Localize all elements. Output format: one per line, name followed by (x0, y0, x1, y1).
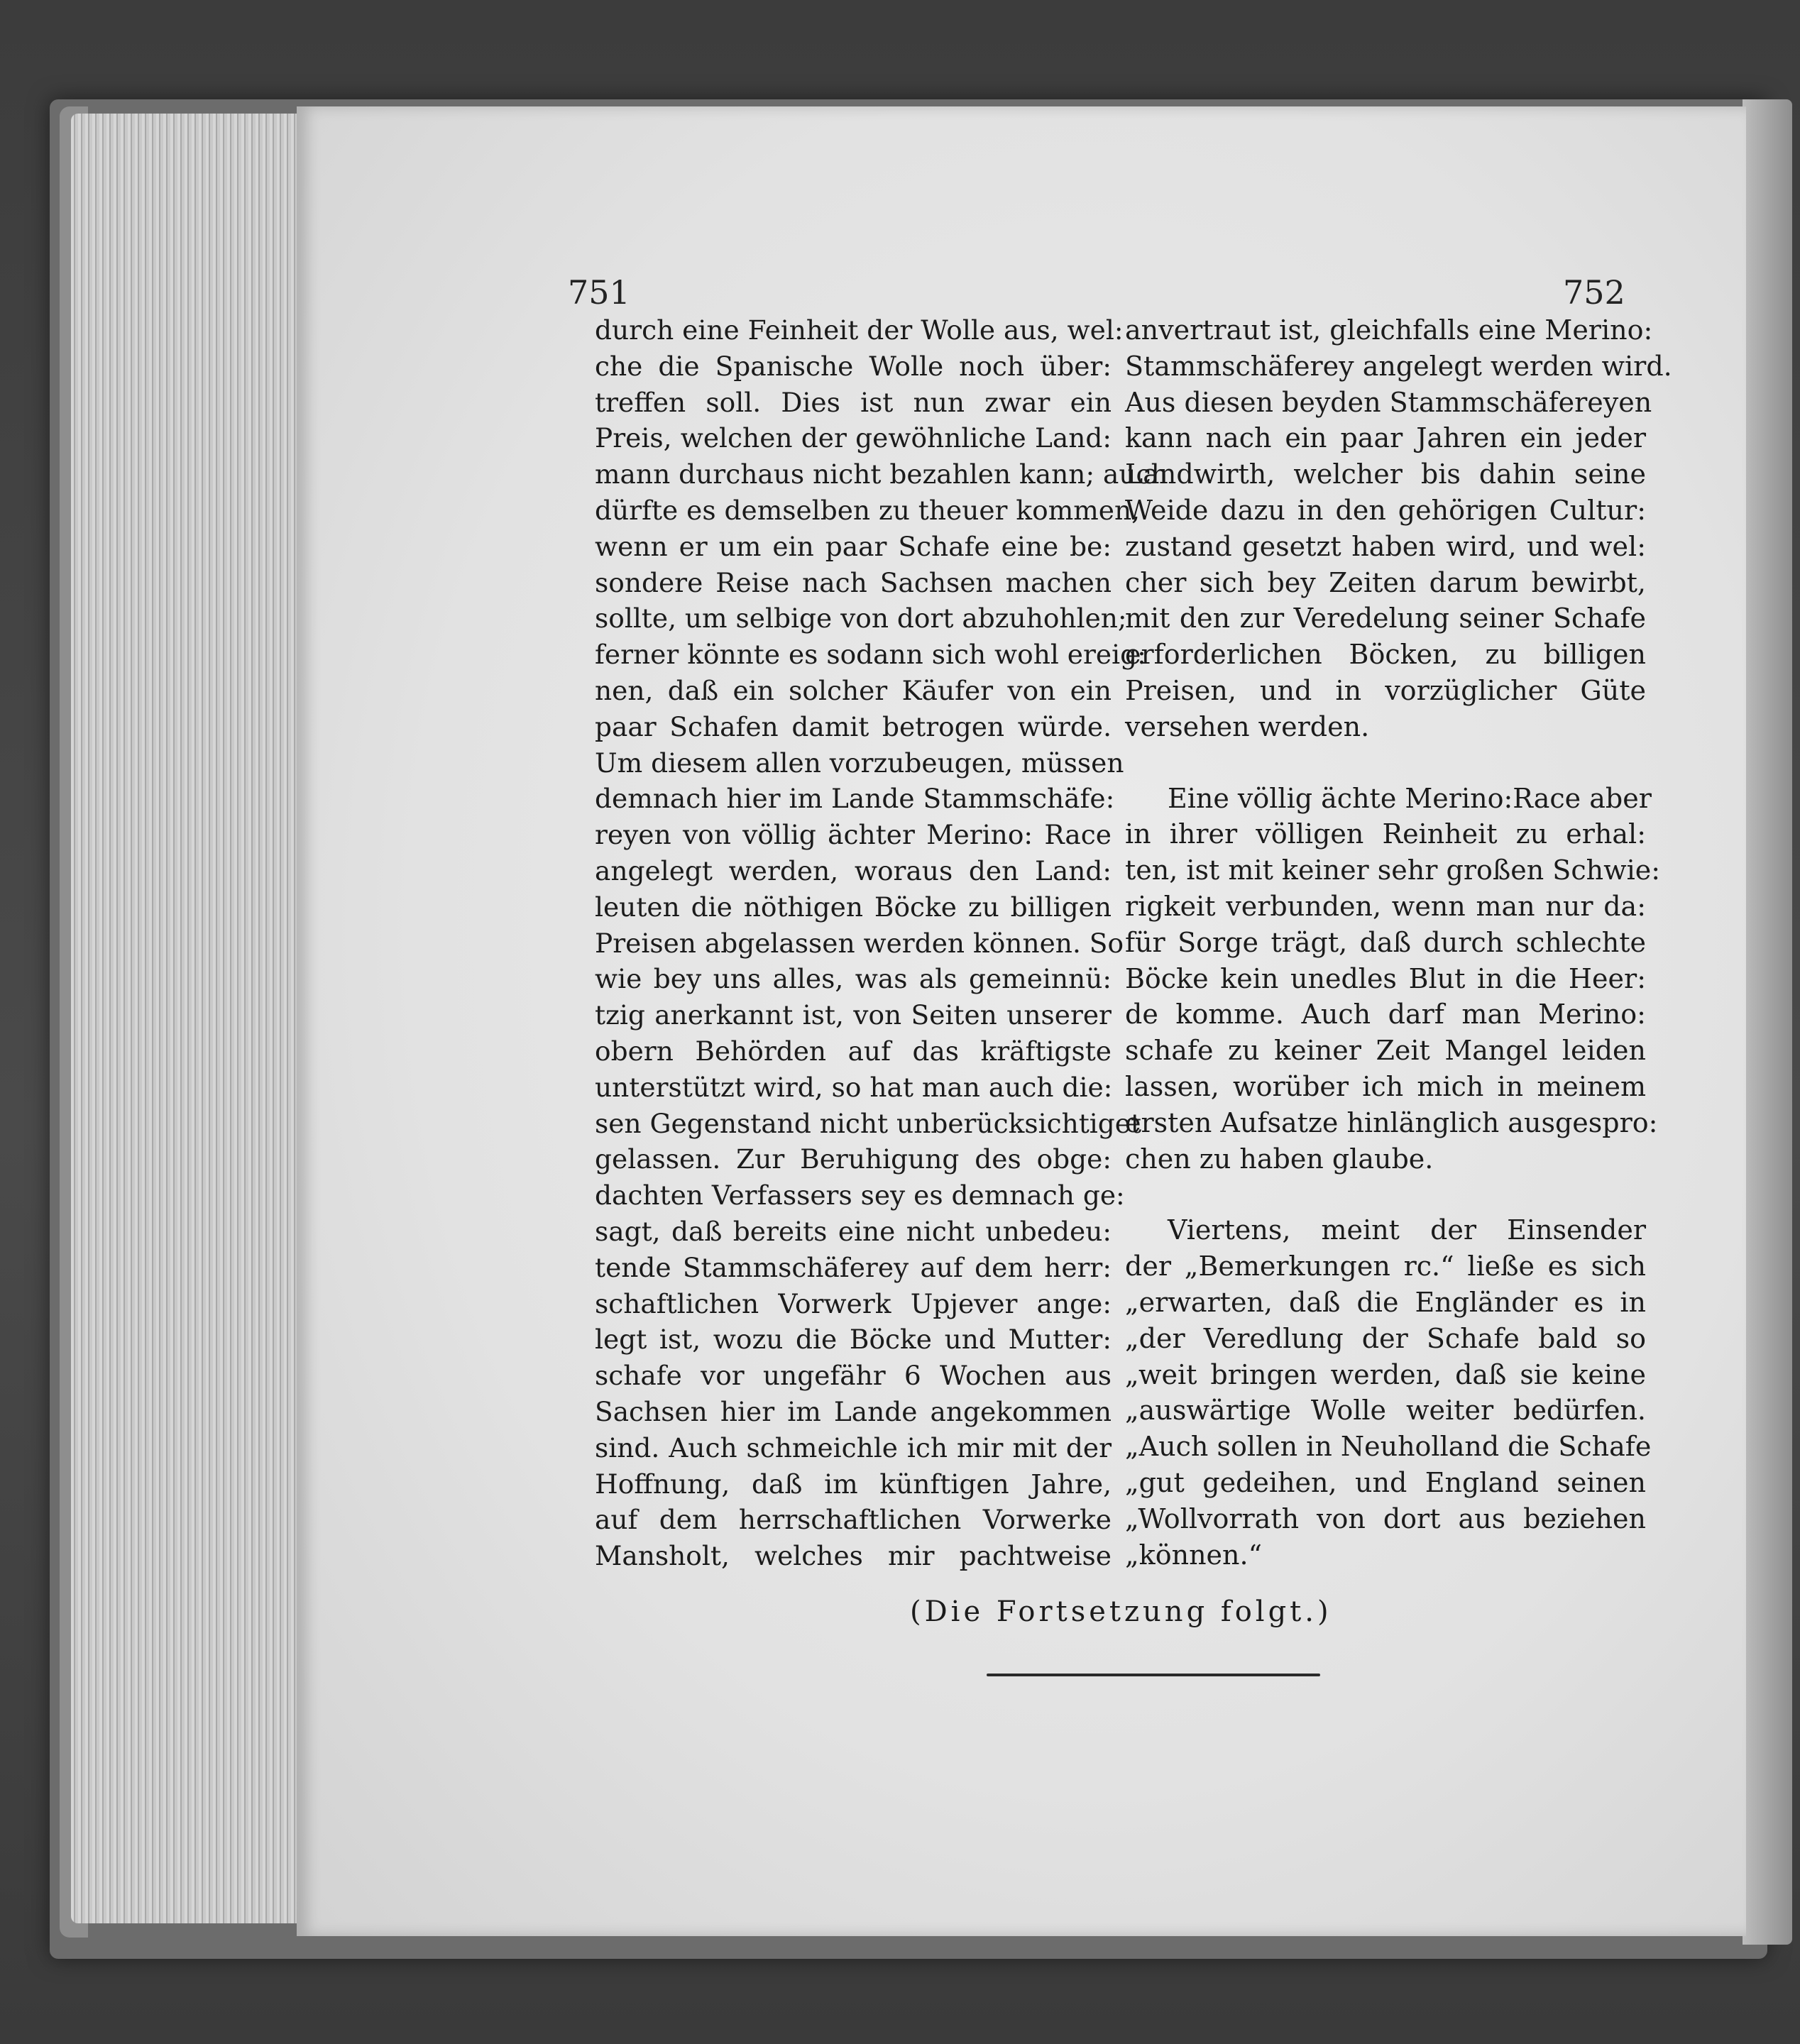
text-line: Eine völlig ächte Merino:Race aber (1168, 782, 1652, 814)
text-line: Viertens, meint der Einsender (1168, 1214, 1646, 1246)
text-line: che die Spanische Wolle noch über: (595, 350, 1112, 382)
text-line: „auswärtige Wolle weiter bedürfen. (1125, 1395, 1646, 1427)
continuation-note: (Die Fortsetzung folgt.) (910, 1595, 1332, 1628)
text-line: nen, daß ein solcher Käufer von ein (595, 674, 1112, 706)
text-line: lassen, worüber ich mich in meinem (1125, 1070, 1646, 1102)
text-line: Preisen abgelassen werden können. So (595, 927, 1124, 959)
text-line: gelassen. Zur Beruhigung des obge: (595, 1143, 1112, 1175)
text-line: sagt, daß bereits eine nicht unbedeu: (595, 1215, 1112, 1247)
text-line: „Wollvorrath von dort aus beziehen (1125, 1502, 1646, 1534)
facing-page-edge (1743, 99, 1792, 1945)
text-line: Sachsen hier im Lande angekommen (595, 1395, 1112, 1427)
text-line: Um diesem allen vorzubeugen, müssen (595, 747, 1124, 779)
text-line: „weit bringen werden, daß sie keine (1125, 1358, 1646, 1390)
text-line: der „Bemerkungen rc.“ ließe es sich (1125, 1251, 1646, 1282)
text-line: obern Behörden auf das kräftigste (595, 1035, 1112, 1067)
text-line: cher sich bey Zeiten darum bewirbt, (1125, 566, 1646, 598)
section-rule (987, 1674, 1320, 1676)
text-line: demnach hier im Lande Stammschäfe: (595, 783, 1115, 815)
right-text-column (1125, 312, 1672, 1573)
text-line: Böcke kein unedles Blut in die Heer: (1125, 962, 1646, 994)
text-line: legt ist, wozu die Böcke und Mutter: (595, 1324, 1112, 1356)
text-line: ferner könnte es sodann sich wohl ereig: (595, 639, 1146, 671)
text-line: versehen werden. (1125, 710, 1370, 742)
text-line: dürfte es demselben zu theuer kommen, (595, 494, 1141, 526)
text-line: treffen soll. Dies ist nun zwar ein (595, 386, 1112, 418)
text-line: Landwirth, welcher bis dahin seine (1125, 458, 1646, 490)
text-line: mann durchaus nicht bezahlen kann; auch (595, 458, 1168, 490)
text-line: auf dem herrschaftlichen Vorwerke (595, 1504, 1112, 1536)
text-line: unterstützt wird, so hat man auch die: (595, 1071, 1113, 1103)
text-line: anvertraut ist, gleichfalls eine Merino: (1125, 314, 1653, 346)
text-line: erforderlichen Böcken, zu billigen (1125, 639, 1646, 671)
text-line: chen zu haben glaube. (1125, 1143, 1434, 1175)
text-line: angelegt werden, woraus den Land: (595, 855, 1112, 886)
text-line: Aus diesen beyden Stammschäfereyen (1125, 386, 1652, 418)
text-line: „der Veredlung der Schafe bald so (1125, 1322, 1646, 1354)
text-line: wie bey uns alles, was als gemeinnü: (595, 963, 1112, 995)
text-line: „erwarten, daß die Engländer es in (1125, 1286, 1646, 1318)
text-line: paar Schafen damit betrogen würde. (595, 710, 1112, 742)
page-number-right: 752 (1563, 273, 1625, 312)
text-line: „Auch sollen in Neuholland die Schafe (1125, 1431, 1652, 1463)
text-line: dachten Verfassers sey es demnach ge: (595, 1180, 1125, 1211)
text-line: in ihrer völligen Reinheit zu erhal: (1125, 818, 1646, 850)
text-line: ersten Aufsatze hinlänglich ausgespro: (1125, 1106, 1658, 1138)
text-line: sen Gegenstand nicht unberücksichtiget (595, 1107, 1142, 1139)
text-line: Mansholt, welches mir pachtweise (595, 1540, 1112, 1572)
text-line: wenn er um ein paar Schafe eine be: (595, 530, 1112, 562)
text-line: durch eine Feinheit der Wolle aus, wel: (595, 314, 1124, 346)
text-line: sind. Auch schmeichle ich mir mit der (595, 1432, 1112, 1463)
text-line: Weide dazu in den gehörigen Cultur: (1125, 494, 1646, 526)
text-line: mit den zur Veredelung seiner Schafe (1125, 603, 1646, 634)
text-line: schafe zu keiner Zeit Mangel leiden (1125, 1035, 1646, 1067)
text-line: zustand gesetzt haben wird, und wel: (1125, 530, 1646, 562)
page-number-left: 751 (568, 273, 630, 312)
text-line: leuten die nöthigen Böcke zu billigen (595, 891, 1112, 923)
text-line: für Sorge trägt, daß durch schlechte (1125, 926, 1646, 958)
left-text-column (595, 312, 1168, 1574)
text-line: de komme. Auch darf man Merino: (1125, 999, 1646, 1031)
text-line: Preis, welchen der gewöhnliche Land: (595, 422, 1112, 454)
text-line: Stammschäferey angelegt werden wird. (1125, 350, 1672, 382)
text-line: rigkeit verbunden, wenn man nur da: (1125, 890, 1646, 922)
text-line: reyen von völlig ächter Merino: Race (595, 819, 1112, 851)
page-edges (71, 114, 305, 1923)
text-line: Hoffnung, daß im künftigen Jahre, (595, 1468, 1112, 1500)
text-line: tzig anerkannt ist, von Seiten unserer (595, 999, 1112, 1031)
text-line: kann nach ein paar Jahren ein jeder (1125, 422, 1646, 454)
text-line: tende Stammschäferey auf dem herr: (595, 1251, 1112, 1283)
text-line: schafe vor ungefähr 6 Wochen aus (595, 1360, 1112, 1392)
text-line: schaftlichen Vorwerk Upjever ange: (595, 1287, 1112, 1319)
text-line: ten, ist mit keiner sehr großen Schwie: (1125, 855, 1661, 886)
text-line: Preisen, und in vorzüglicher Güte (1125, 674, 1646, 706)
text-line: „gut gedeihen, und England seinen (1125, 1466, 1646, 1498)
text-line: sollte, um selbige von dort abzuhohlen; (595, 603, 1127, 634)
text-line: sondere Reise nach Sachsen machen (595, 566, 1112, 598)
text-line: „können.“ (1125, 1539, 1263, 1571)
